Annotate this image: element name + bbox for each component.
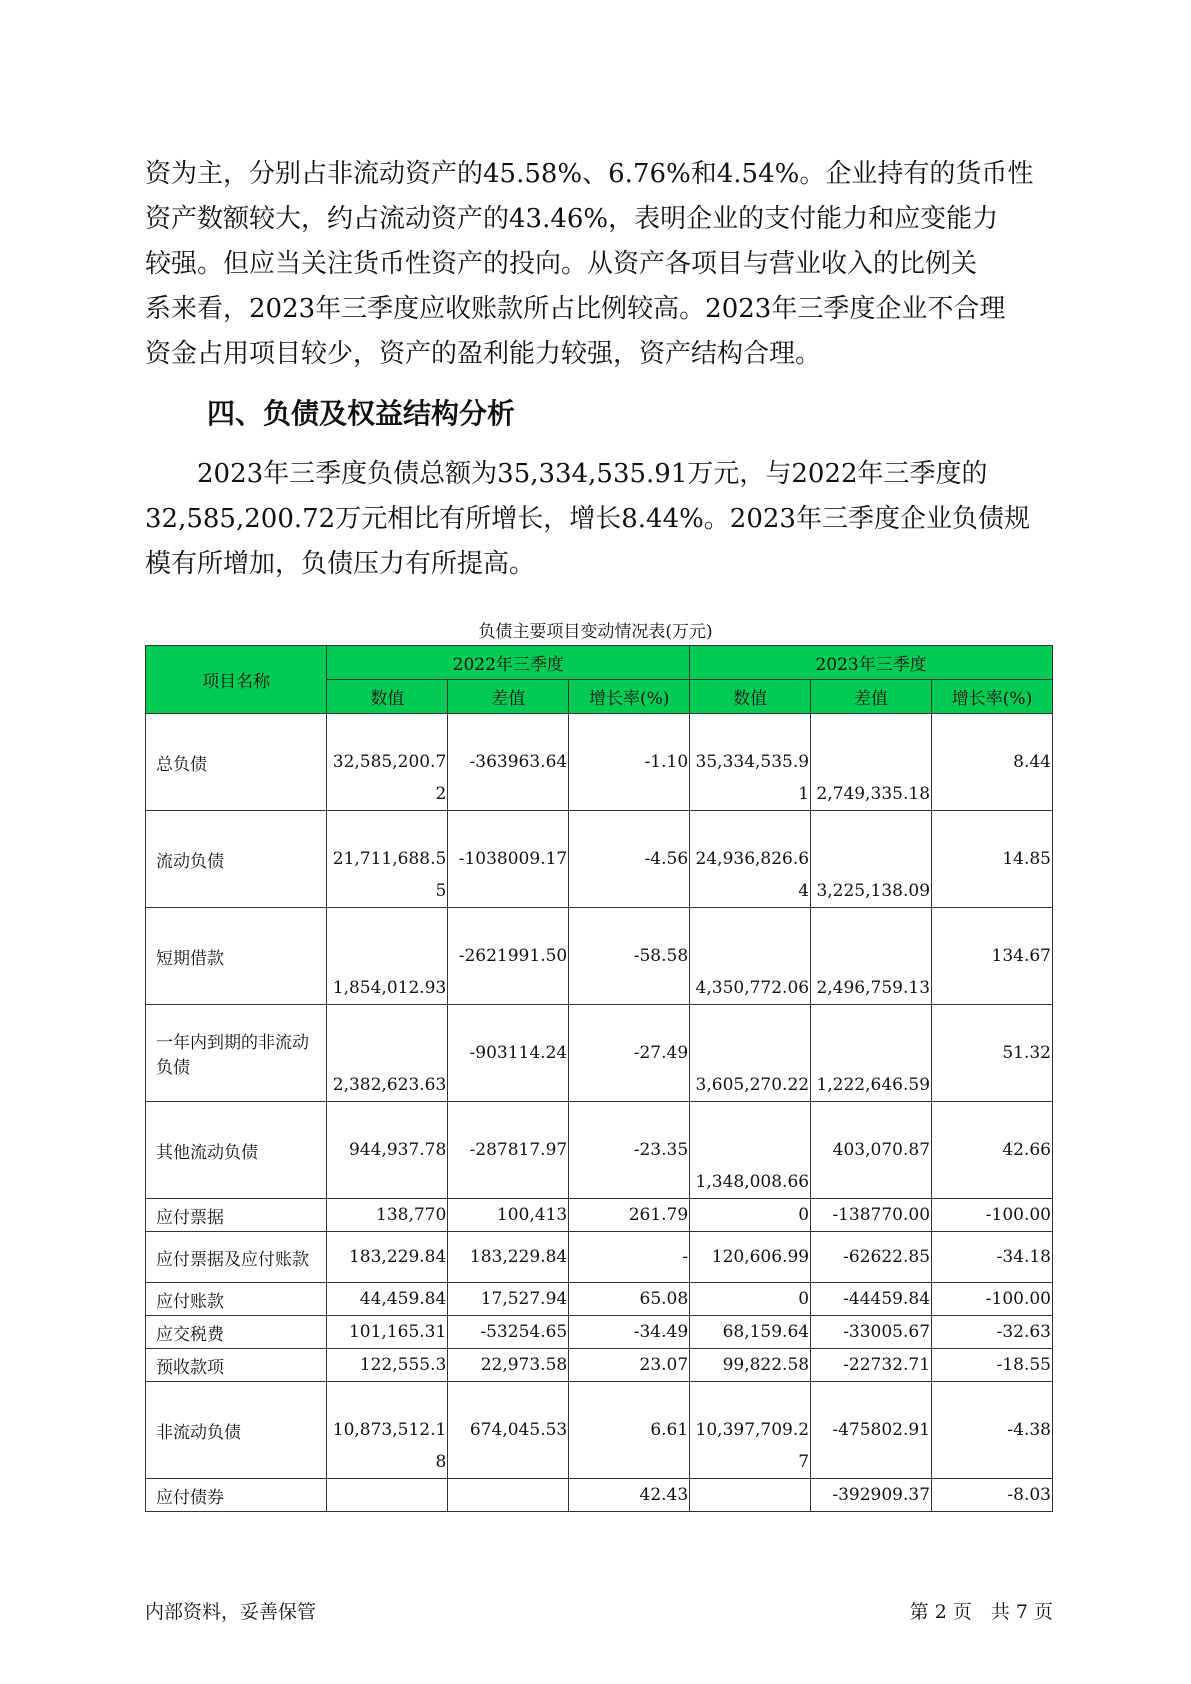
table-row [146,714,1053,811]
row-name: 应付票据 [146,1199,327,1232]
cell-diff-2023: 3,225,138.09 [811,811,932,908]
cell-value-2022: 10,873,512.18 [327,1382,448,1479]
header-year-2023: 2023年三季度 [690,646,1053,680]
liability-change-table [145,645,1053,1512]
cell-rate-2023: -100.00 [932,1283,1053,1316]
header-value-2022: 数值 [327,680,448,714]
cell-diff-2022: -903114.24 [448,1005,569,1102]
text-line: 模有所增加，负债压力有所提高。 [145,549,536,579]
cell-value-2023 [690,1479,811,1512]
cell-rate-2022: - [569,1232,690,1283]
text-line: 较强。但应当关注货币性资产的投向。从资产各项目与营业收入的比例关 [145,249,978,279]
cell-diff-2022: -363963.64 [448,714,569,811]
text-line: 资为主，分别占非流动资产的45.58%、6.76%和4.54%。企业持有的货币性 [145,159,1034,189]
table-row [146,1316,1053,1349]
cell-diff-2023: -22732.71 [811,1349,932,1382]
cell-value-2023: 0 [690,1283,811,1316]
cell-rate-2023: 51.32 [932,1005,1053,1102]
cell-rate-2022: 6.61 [569,1382,690,1479]
table-row [146,1102,1053,1199]
row-name: 预收款项 [146,1349,327,1382]
cell-rate-2022: -34.49 [569,1316,690,1349]
cell-value-2022: 122,555.3 [327,1349,448,1382]
table-row [146,908,1053,1005]
cell-diff-2022: 100,413 [448,1199,569,1232]
cell-rate-2023: 14.85 [932,811,1053,908]
cell-rate-2022: 261.79 [569,1199,690,1232]
text-line: 32,585,200.72万元相比有所增长，增长8.44%。2023年三季度企业负债规 [145,504,1030,534]
cell-diff-2022: 17,527.94 [448,1283,569,1316]
cell-diff-2022 [448,1479,569,1512]
cell-rate-2023: -100.00 [932,1199,1053,1232]
footer-page-number: 第 2 页 共 7 页 [909,1601,1053,1623]
cell-value-2022: 138,770 [327,1199,448,1232]
cell-value-2023: 3,605,270.22 [690,1005,811,1102]
cell-diff-2023: 403,070.87 [811,1102,932,1199]
header-year-2022: 2022年三季度 [327,646,690,680]
cell-diff-2022: -1038009.17 [448,811,569,908]
text-line: 系来看，2023年三季度应收账款所占比例较高。2023年三季度企业不合理 [145,294,1006,324]
table-row [146,1283,1053,1316]
table-caption: 负债主要项目变动情况表(万元) [478,622,713,642]
cell-value-2022: 183,229.84 [327,1232,448,1283]
cell-rate-2023: -32.63 [932,1316,1053,1349]
text-line: 资金占用项目较少，资产的盈利能力较强，资产结构合理。 [145,339,822,369]
row-name: 应付账款 [146,1283,327,1316]
header-rate-2022: 增长率(%) [569,680,690,714]
cell-diff-2023: 2,749,335.18 [811,714,932,811]
text-line: 2023年三季度负债总额为35,334,535.91万元，与2022年三季度的 [145,459,988,489]
row-name: 短期借款 [146,908,327,1005]
cell-value-2023: 99,822.58 [690,1349,811,1382]
cell-diff-2022: -53254.65 [448,1316,569,1349]
cell-value-2022 [327,1479,448,1512]
cell-value-2023: 35,334,535.91 [690,714,811,811]
cell-rate-2022: -4.56 [569,811,690,908]
cell-value-2023: 24,936,826.64 [690,811,811,908]
table-row [146,1382,1053,1479]
row-name: 非流动负债 [146,1382,327,1479]
row-name: 总负债 [146,714,327,811]
cell-value-2022: 944,937.78 [327,1102,448,1199]
row-name: 应付债券 [146,1479,327,1512]
cell-value-2022: 1,854,012.93 [327,908,448,1005]
cell-value-2023: 120,606.99 [690,1232,811,1283]
table-row [146,1232,1053,1283]
cell-diff-2023: -62622.85 [811,1232,932,1283]
row-name: 应交税费 [146,1316,327,1349]
cell-diff-2023: 1,222,646.59 [811,1005,932,1102]
cell-rate-2023: -18.55 [932,1349,1053,1382]
cell-diff-2022: 22,973.58 [448,1349,569,1382]
row-name: 一年内到期的非流动负债 [146,1005,327,1102]
section-heading: 四、负债及权益结构分析 [207,397,516,430]
header-diff-2022: 差值 [448,680,569,714]
cell-rate-2022: -27.49 [569,1005,690,1102]
cell-rate-2023: -4.38 [932,1382,1053,1479]
cell-value-2022: 101,165.31 [327,1316,448,1349]
cell-rate-2023: -8.03 [932,1479,1053,1512]
cell-rate-2023: -34.18 [932,1232,1053,1283]
table-row [146,1479,1053,1512]
cell-value-2022: 32,585,200.72 [327,714,448,811]
cell-value-2023: 1,348,008.66 [690,1102,811,1199]
cell-diff-2023: -138770.00 [811,1199,932,1232]
cell-diff-2023: -475802.91 [811,1382,932,1479]
cell-diff-2023: -44459.84 [811,1283,932,1316]
cell-rate-2022: 42.43 [569,1479,690,1512]
cell-rate-2022: -58.58 [569,908,690,1005]
cell-diff-2023: -392909.37 [811,1479,932,1512]
header-diff-2023: 差值 [811,680,932,714]
cell-rate-2023: 134.67 [932,908,1053,1005]
cell-diff-2023: -33005.67 [811,1316,932,1349]
cell-rate-2023: 8.44 [932,714,1053,811]
cell-rate-2023: 42.66 [932,1102,1053,1199]
cell-diff-2023: 2,496,759.13 [811,908,932,1005]
text-line: 资产数额较大，约占流动资产的43.46%，表明企业的支付能力和应变能力 [145,204,999,234]
cell-value-2023: 10,397,709.27 [690,1382,811,1479]
cell-rate-2022: 65.08 [569,1283,690,1316]
cell-value-2022: 2,382,623.63 [327,1005,448,1102]
row-name: 流动负债 [146,811,327,908]
cell-value-2023: 68,159.64 [690,1316,811,1349]
cell-diff-2022: 674,045.53 [448,1382,569,1479]
row-name: 应付票据及应付账款 [146,1232,327,1283]
footer-confidential-note: 内部资料，妥善保管 [145,1601,317,1623]
cell-value-2022: 21,711,688.55 [327,811,448,908]
cell-diff-2022: -287817.97 [448,1102,569,1199]
row-name: 其他流动负债 [146,1102,327,1199]
cell-value-2022: 44,459.84 [327,1283,448,1316]
table-row [146,811,1053,908]
table-row [146,1199,1053,1232]
paragraph-asset-summary [145,152,1050,377]
paragraph-liability-summary [145,452,1050,587]
table-row [146,1005,1053,1102]
cell-value-2023: 0 [690,1199,811,1232]
cell-diff-2022: -2621991.50 [448,908,569,1005]
table-row [146,1349,1053,1382]
cell-value-2023: 4,350,772.06 [690,908,811,1005]
cell-diff-2022: 183,229.84 [448,1232,569,1283]
cell-rate-2022: 23.07 [569,1349,690,1382]
cell-rate-2022: -1.10 [569,714,690,811]
header-value-2023: 数值 [690,680,811,714]
cell-rate-2022: -23.35 [569,1102,690,1199]
header-rate-2023: 增长率(%) [932,680,1053,714]
header-item-name: 项目名称 [146,646,327,714]
